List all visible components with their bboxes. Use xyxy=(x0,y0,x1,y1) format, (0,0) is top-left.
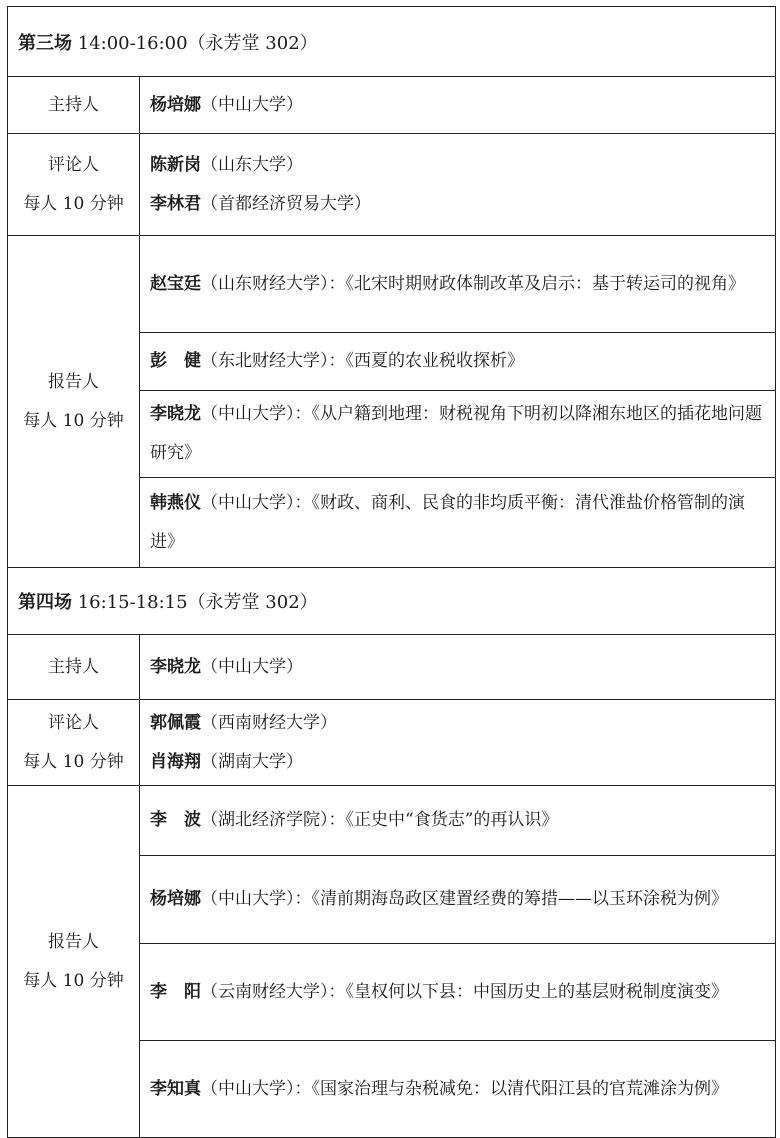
person-name: 李晓龙 xyxy=(150,656,201,677)
reviewer-cell xyxy=(140,700,776,786)
session-label: 第四场 xyxy=(18,592,72,613)
session-header xyxy=(8,568,776,635)
talk-cell xyxy=(140,478,776,568)
session-time: 14:00-16:00（永芳堂 302） xyxy=(77,32,318,54)
role-label: 报告人 xyxy=(48,931,99,952)
reviewer-row xyxy=(8,134,776,236)
speaker-name: 彭 健 xyxy=(150,351,201,371)
speaker-name: 李晓龙 xyxy=(150,404,201,424)
speaker-name: 李 波 xyxy=(150,810,201,830)
session-time: 16:15-18:15（永芳堂 302） xyxy=(77,592,318,613)
speaker-name: 李知真 xyxy=(150,1078,201,1099)
role-cell xyxy=(8,700,140,786)
talk-detail: （湖北经济学院）：《正史中“食货志”的再认识》 xyxy=(201,810,559,830)
reviewer-row xyxy=(8,700,776,786)
reviewer-entry xyxy=(150,704,765,743)
person-affiliation: （西南财经大学） xyxy=(201,712,337,733)
talk-cell xyxy=(140,236,776,333)
talk-detail: （中山大学）：《国家治理与杂税减免：以清代阳江县的官荒滩涂为例》 xyxy=(201,1078,728,1099)
person-name: 杨培娜 xyxy=(150,94,201,115)
talk-cell xyxy=(140,786,776,856)
person-name: 李林君 xyxy=(150,193,201,214)
role-label: 评论人 xyxy=(48,154,99,175)
talk-detail: （中山大学）：《清前期海岛政区建置经费的筹措——以玉环涂税为例》 xyxy=(201,889,728,909)
role-label: 评论人 xyxy=(48,712,99,733)
role-label: 主持人 xyxy=(8,635,140,700)
person-name: 肖海翔 xyxy=(150,751,201,772)
person-name: 郭佩霞 xyxy=(150,712,201,733)
time-note: 每人 10 分钟 xyxy=(23,410,124,431)
speaker-name: 杨培娜 xyxy=(150,889,201,909)
talk-detail: （中山大学）：《财政、商利、民食的非均质平衡：清代淮盐价格管制的演进》 xyxy=(150,492,745,552)
role-cell xyxy=(8,236,140,568)
person-affiliation: （首都经济贸易大学） xyxy=(201,193,371,214)
talk-detail: （中山大学）：《从户籍到地理：财税视角下明初以降湘东地区的插花地问题研究》 xyxy=(150,404,762,463)
person-affiliation: （湖南大学） xyxy=(201,751,303,772)
time-note: 每人 10 分钟 xyxy=(23,193,124,214)
host-cell xyxy=(140,77,776,134)
time-note: 每人 10 分钟 xyxy=(23,970,124,991)
speaker-name: 李 阳 xyxy=(150,981,201,1002)
reviewer-entry xyxy=(150,146,765,185)
session-header-row xyxy=(8,568,776,635)
talk-detail: （东北财经大学）：《西夏的农业税收探析》 xyxy=(201,351,524,371)
person-affiliation: （山东大学） xyxy=(201,154,303,175)
role-cell xyxy=(8,134,140,236)
reviewer-entry xyxy=(150,185,765,224)
talk-cell xyxy=(140,1041,776,1138)
session-label: 第三场 xyxy=(18,32,72,54)
talk-row xyxy=(8,236,776,333)
host-row xyxy=(8,77,776,134)
talk-cell xyxy=(140,333,776,391)
talk-cell xyxy=(140,391,776,478)
talk-row xyxy=(8,786,776,856)
host-row xyxy=(8,635,776,700)
session-header-row xyxy=(8,7,776,77)
talk-detail: （山东财经大学）：《北宋时期财政体制改革及启示：基于转运司的视角》 xyxy=(201,273,745,294)
role-cell xyxy=(8,786,140,1138)
role-label: 报告人 xyxy=(48,371,99,392)
schedule-table xyxy=(7,6,776,1138)
reviewer-cell xyxy=(140,134,776,236)
talk-cell xyxy=(140,944,776,1041)
speaker-name: 赵宝廷 xyxy=(150,273,201,294)
person-affiliation: （中山大学） xyxy=(201,656,303,677)
time-note: 每人 10 分钟 xyxy=(23,751,124,772)
talk-detail: （云南财经大学）：《皇权何以下县：中国历史上的基层财税制度演变》 xyxy=(201,981,728,1002)
person-affiliation: （中山大学） xyxy=(201,94,303,115)
reviewer-entry xyxy=(150,743,765,782)
session-header xyxy=(8,7,776,77)
host-cell xyxy=(140,635,776,700)
role-label: 主持人 xyxy=(8,77,140,134)
person-name: 陈新岗 xyxy=(150,154,201,175)
talk-cell xyxy=(140,856,776,944)
speaker-name: 韩燕仪 xyxy=(150,492,201,513)
